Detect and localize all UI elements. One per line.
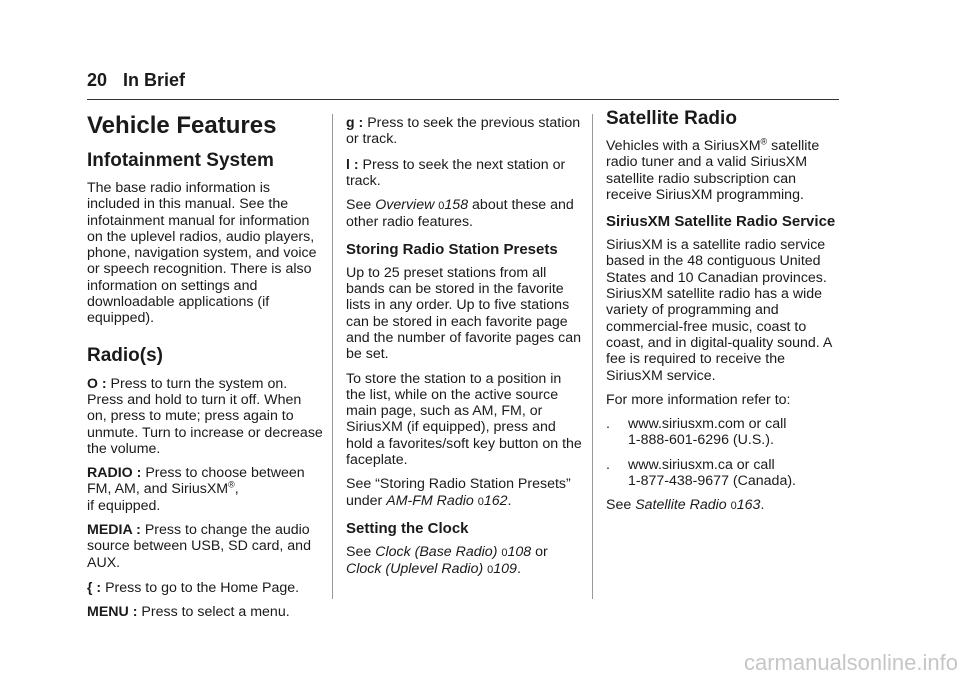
- column-2: [346, 114, 582, 587]
- reference-arrow-icon: 0: [501, 546, 508, 559]
- bullet: .: [606, 416, 610, 433]
- overview-tail: about these and other radio features.: [346, 197, 574, 231]
- presets-see-text: See “Storing Radio Station Presets” under: [346, 476, 571, 509]
- paragraph-more-info: For more information refer to:: [606, 391, 791, 408]
- item-separator: :: [353, 156, 359, 173]
- seek-previous-icon: g: [346, 114, 355, 130]
- page-number: 20: [87, 70, 108, 90]
- paragraph-presets-1: Up to 25 preset stations from all bands can be stored in the favorite lists in any order. Up to five stations can be stored in each favorite page and the number of favorite pages can be set.: [346, 264, 582, 363]
- home-item: [87, 579, 323, 596]
- page-header: [87, 70, 185, 91]
- heading-clock: Setting the Clock: [346, 519, 469, 537]
- clock-base-page: 108: [507, 543, 532, 560]
- item-separator: :: [101, 375, 107, 392]
- power-item: [87, 375, 323, 457]
- satellite-text-a: Vehicles with a SiriusXM: [606, 138, 761, 154]
- page-title: Vehicle Features: [87, 112, 277, 139]
- overview-reference: [346, 197, 582, 231]
- satellite-page: 163: [736, 497, 761, 514]
- see-word: See: [346, 543, 372, 560]
- paragraph-service: SiriusXM is a satellite radio service based in the 48 contiguous United States and 10 Canadian provinces. SiriusXM satellite radio has a wide variety of programming and commercial-free music, coast to coast, and in digital-quality sound. A fee is required to receive the SiriusXM service.: [606, 237, 832, 384]
- or-word: or: [535, 543, 548, 560]
- column-1: [87, 106, 323, 629]
- radio-text: Press to choose between FM, AM, and SiriusXM: [87, 465, 305, 498]
- radio-label: RADIO :: [87, 465, 142, 482]
- list-item: [606, 457, 840, 490]
- header-rule: [87, 99, 839, 100]
- seek-prev-item: [346, 114, 582, 148]
- section-title: In Brief: [123, 70, 186, 90]
- heading-service: SiriusXM Satellite Radio Service: [606, 213, 836, 231]
- list-item: [606, 416, 840, 449]
- media-item: [87, 522, 323, 571]
- bullet-line-2: 1-888-601-6296 (U.S.).: [628, 432, 774, 449]
- see-word: See: [606, 497, 632, 514]
- period: .: [507, 492, 512, 509]
- heading-infotainment: Infotainment System: [87, 150, 274, 171]
- home-text: Press to go to the Home Page.: [105, 579, 300, 596]
- bullet-line-1[interactable]: www.siriusxm.ca or call: [628, 456, 775, 473]
- column-3: [606, 106, 840, 523]
- seek-next-text: Press to seek the next station or track.: [346, 156, 566, 189]
- seek-next-item: [346, 156, 582, 190]
- period: .: [516, 561, 521, 578]
- item-separator: :: [96, 579, 102, 596]
- seek-next-icon: l: [346, 155, 350, 172]
- bullet-line-1[interactable]: www.siriusxm.com or call: [628, 416, 787, 433]
- bullet: .: [606, 456, 610, 473]
- column-divider-1: [332, 114, 333, 599]
- radio-text-equipped: if equipped.: [87, 497, 161, 514]
- see-word: See: [346, 197, 372, 214]
- amfm-page: 162: [483, 492, 508, 509]
- reference-arrow-icon: 0: [487, 564, 494, 577]
- menu-item: [87, 604, 323, 620]
- reference-arrow-icon: 0: [438, 200, 445, 213]
- registered-mark: ®: [228, 479, 235, 490]
- amfm-link[interactable]: AM-FM Radio: [386, 492, 474, 509]
- heading-radios: Radio(s): [87, 344, 163, 366]
- heading-satellite-radio: Satellite Radio: [606, 108, 737, 129]
- registered-mark: ®: [760, 136, 768, 147]
- paragraph-satellite: [606, 138, 840, 203]
- clock-base-link[interactable]: Clock (Base Radio): [375, 543, 498, 560]
- reference-arrow-icon: 0: [477, 495, 484, 508]
- satellite-link[interactable]: Satellite Radio: [635, 497, 727, 514]
- bullet-line-2: 1-877-438-9677 (Canada).: [628, 473, 796, 490]
- overview-link[interactable]: Overview: [375, 197, 435, 214]
- menu-label: MENU :: [87, 604, 138, 621]
- period: .: [760, 497, 765, 514]
- media-text: Press to change the audio source between USB, SD card, and AUX.: [87, 522, 311, 571]
- item-separator: :: [358, 115, 364, 131]
- overview-page: 158: [444, 197, 469, 214]
- radio-text-comma: ,: [234, 481, 239, 498]
- reference-arrow-icon: 0: [730, 500, 737, 513]
- media-label: MEDIA :: [87, 522, 141, 539]
- seek-prev-text: Press to seek the previous station or track.: [346, 115, 581, 148]
- radio-item: [87, 465, 323, 514]
- paragraph-infotainment: The base radio information is included in this manual. See the infotainment manual for information on the uplevel radios, audio players, phone, navigation system, and voice or speech recognition. There is also information on settings and downloadable applications (if equipped).: [87, 180, 317, 327]
- power-icon: O: [87, 374, 98, 391]
- clock-uplevel-link[interactable]: Clock (Uplevel Radio): [346, 561, 484, 578]
- menu-text: Press to select a menu.: [141, 604, 290, 621]
- watermark: carmanualsonline.info: [743, 650, 958, 675]
- column-divider-2: [592, 114, 593, 599]
- clock-uplevel-page: 109: [493, 561, 517, 578]
- paragraph-presets-2: To store the station to a position in the list, while on the active source main page, such as AM, FM, or SiriusXM (if equipped), press and hold a favorites/soft key button on the faceplate.: [346, 370, 582, 469]
- satellite-text-b: satellite radio tuner and a valid SiriusXM satellite radio subscription can receive SiriusXM programming.: [606, 138, 820, 203]
- heading-presets: Storing Radio Station Presets: [346, 240, 558, 258]
- clock-reference: [346, 544, 582, 579]
- home-icon: {: [87, 578, 93, 595]
- paragraph-presets-3: [346, 476, 582, 510]
- satellite-reference: [606, 497, 840, 514]
- power-text: Press to turn the system on. Press and hold to turn it off. When on, press to mute; press again to unmute. Turn to increase or decrease the volume.: [87, 375, 323, 457]
